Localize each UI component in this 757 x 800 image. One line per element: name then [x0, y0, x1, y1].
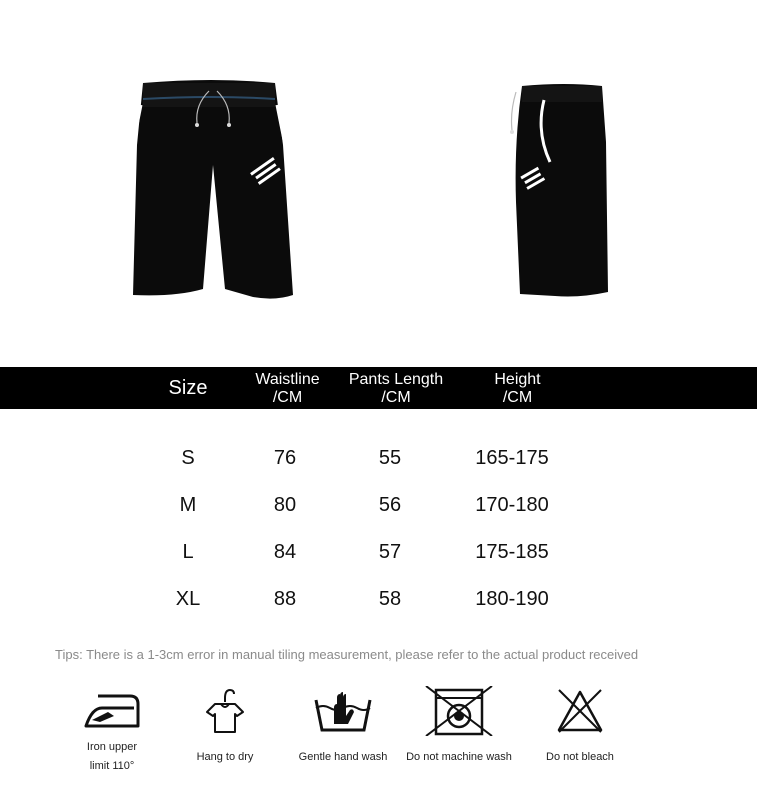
- cell-waistline: 84: [273, 541, 297, 563]
- cell-pants-length: 58: [378, 588, 402, 610]
- cell-height: 180-190: [475, 588, 549, 610]
- cell-height: 175-185: [475, 541, 549, 563]
- cell-pants-length: 55: [378, 447, 402, 469]
- table-row: [0, 494, 757, 524]
- cell-waistline: 76: [273, 447, 297, 469]
- care-item-iron: [72, 686, 152, 776]
- care-item-hand-wash: [293, 686, 393, 767]
- care-label-no-machine-wash: Do not machine wash: [406, 751, 512, 763]
- cell-height: 170-180: [475, 494, 549, 516]
- product-photos: [0, 0, 757, 366]
- cell-waistline: 80: [273, 494, 297, 516]
- hand-wash-icon: [312, 686, 374, 736]
- shorts-front-image: [125, 75, 300, 305]
- care-item-hang: [185, 686, 265, 767]
- cell-height: 165-175: [475, 447, 549, 469]
- shorts-side-image: [510, 82, 620, 302]
- header-pants-length: [336, 371, 456, 407]
- no-bleach-icon: [555, 686, 605, 736]
- header-pants-length-unit: /CM: [381, 389, 411, 406]
- hanger-icon: [203, 686, 247, 736]
- table-row: [0, 588, 757, 618]
- cell-pants-length: 57: [378, 541, 402, 563]
- header-height: [470, 371, 565, 407]
- size-table-header: [0, 367, 757, 409]
- table-row: [0, 541, 757, 571]
- cell-waistline: 88: [273, 588, 297, 610]
- care-label-hand-wash: Gentle hand wash: [298, 751, 388, 763]
- no-machine-wash-icon: [424, 686, 494, 736]
- care-item-no-bleach: [530, 686, 630, 767]
- header-waistline: [240, 371, 335, 407]
- care-item-no-machine-wash: [398, 686, 520, 767]
- cell-pants-length: 56: [378, 494, 402, 516]
- table-row: [0, 447, 757, 477]
- care-label-iron: Iron upper limit 110°: [86, 741, 138, 772]
- header-height-label: Height: [494, 371, 541, 388]
- care-label-no-bleach: Do not bleach: [546, 751, 614, 763]
- header-pants-length-label: Pants Length: [348, 371, 444, 388]
- cell-size: S: [181, 447, 195, 469]
- header-height-unit: /CM: [502, 389, 533, 406]
- care-label-hang: Hang to dry: [196, 751, 254, 763]
- cell-size: L: [182, 541, 194, 563]
- iron-icon: [82, 686, 142, 732]
- header-waistline-unit: /CM: [272, 389, 303, 406]
- measurement-tips: Tips: There is a 1-3cm error in manual tiling measurement, please refer to the actual product received: [55, 647, 639, 662]
- cell-size: M: [179, 494, 197, 516]
- header-size: Size: [168, 377, 208, 399]
- header-waistline-label: Waistline: [255, 371, 320, 388]
- cell-size: XL: [175, 588, 201, 610]
